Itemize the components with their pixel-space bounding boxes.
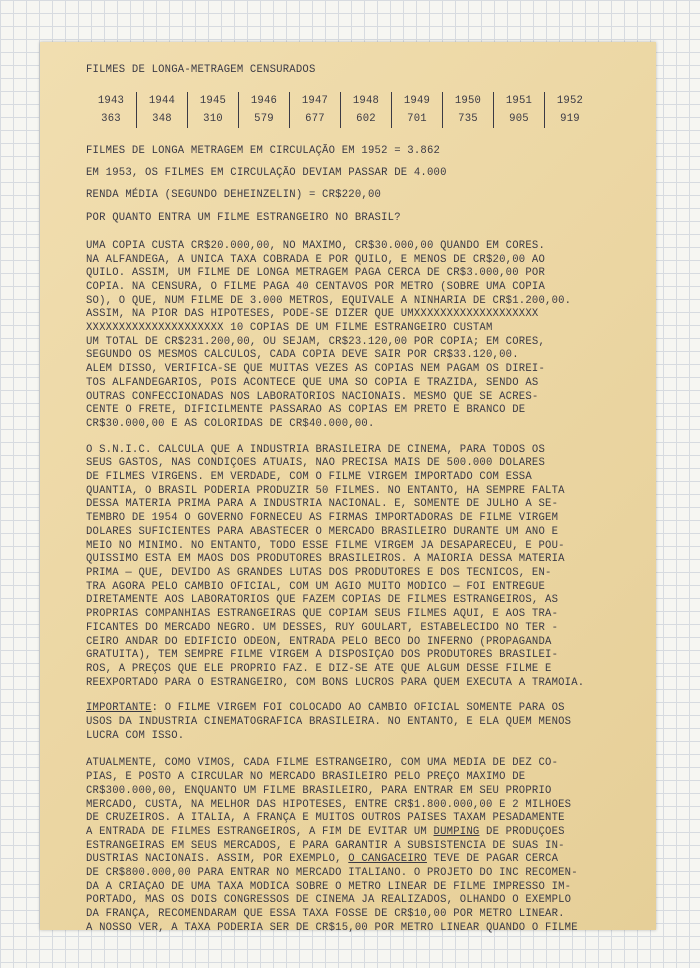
year-column [341, 92, 392, 128]
films-censored-count: 602 [356, 112, 376, 125]
paragraph-foreign-copy-cost [86, 240, 636, 432]
text-line: DE CRUZEIROS. A ITÁLIA, A FRANÇA E MUITOS OUTROS PAÍSES TAXAM PESADAMENTE [86, 812, 565, 825]
paragraph-foreign-taxation [86, 757, 636, 935]
text-line: FICANTES DO MERCADO NEGRO. UM DÊSSES, RUY GOULART, ESTABELECIDO NO TER - [86, 621, 559, 634]
text-line: UM TOTAL DE CR$231.200,00, OU SEJAM, CR$23.120,00 POR CÓPIA; EM CÔRES, [86, 335, 546, 348]
year-label: 1943 [97, 94, 125, 107]
text-line: TOS ALFANDEGÁRIOS, POIS ACONTECE QUE UMA SÓ CÓPIA É TRAZIDA, SENDO AS [86, 376, 539, 389]
text-line: PRÓPRIAS COMPANHIAS ESTRANGEIRAS QUE COPIAM SEUS FILMES AQUI, E AOS TRA- [86, 608, 559, 621]
dumping-word: DUMPING [433, 825, 480, 838]
films-censored-count: 363 [101, 112, 121, 125]
text-line: DA A CRIAÇÃO DE UMA TAXA MÓDICA SÔBRE O METRO LINEAR DE FILME IMPRESSO IM- [86, 880, 572, 893]
text-line: DA FRANÇA, RECOMENDARAM QUE ESSA TAXA FÔSSE DE CR$10,00 POR METRO LINEAR. [86, 908, 565, 921]
text-line: PORTADO, MAS OS DOIS CONGRESSOS DE CINEMA JÁ REALIZADOS, OLHANDO O EXEMPLO [86, 894, 572, 907]
question-heading: POR QUANTO ENTRA UM FILME ESTRANGEIRO NO BRASIL? [86, 212, 401, 225]
text-line: TRA AGORA PELO CÂMBIO OFICIAL, COM UM ÁGIO MUITO MÓDICO — FOI ENTREGUE [86, 580, 546, 593]
year-label: 1952 [556, 94, 584, 107]
text-line: TEMBRO DE 1954 O GOVÊRNO FORNECEU ÀS FIRMAS IMPORTADORAS DE FILME VIRGEM [86, 512, 559, 525]
typewritten-page [40, 42, 656, 934]
year-label: 1945 [199, 94, 227, 107]
year-column [545, 92, 595, 128]
text-line: ASSIM, NA PIOR DAS HIPÓTESES, PODE-SE DIZER QUE UMXXXXXXXXXXXXXXXXXXX [86, 308, 539, 321]
text-line: DÓLARES SUFICIENTES PARA ABASTECER O MERCADO BRASILEIRO DURANTE UM ANO E [86, 525, 559, 538]
important-label: IMPORTANTE [86, 702, 152, 715]
films-censored-count: 905 [509, 112, 529, 125]
year-label: 1951 [505, 94, 533, 107]
text-line: CEIRO ANDAR DO EDIFÍCIO ODEON, ENTRADA PELO BÊCO DO INFERNO (PROPAGANDA [86, 635, 552, 648]
films-censored-count: 919 [560, 112, 580, 125]
cangaceiro-line-start: DÚSTRIAS NACIONAIS. ASSIM, POR EXEMPLO, [86, 853, 349, 866]
year-label: 1944 [148, 94, 176, 107]
text-line: O S.N.I.C. CALCULA QUE A INDÚSTRIA BRASILEIRA DE CINEMA, PARA TODOS OS [86, 443, 546, 456]
text-line: CENTE O FRETE, DIFICILMENTE PASSARÃO AS CÓPIAS EM PRETO E BRANCO DE [86, 404, 526, 417]
text-line: PIAS, É PÔSTO A CIRCULAR NO MERCADO BRASILEIRO PELO PREÇO MÁXIMO DE [86, 771, 526, 784]
year-column [188, 92, 239, 128]
text-line: CR$30.000,00 E AS COLORIDAS DE CR$40.000,00. [86, 417, 375, 430]
text-line: CÓPIA. NA CENSURA, O FILME PAGA 40 CENTAVOS POR METRO (SÔBRE UMA CÓPIA [86, 280, 546, 293]
text-line: DIRETAMENTE AOS LABORATÓRIOS QUE FAZEM CÓPIAS DE FILMES ESTRANGEIROS, ÀS [86, 594, 559, 607]
paragraph-snic-raw-film [86, 444, 636, 691]
films-censored-count: 701 [407, 112, 427, 125]
films-censored-count: 677 [305, 112, 325, 125]
important-continuation [86, 716, 636, 743]
text-line: REEXPORTADO PARA O ESTRANGEIRO, COM BONS LUCROS PARA QUEM EXECUTA A TRAMOIA. [86, 676, 585, 689]
paragraph-important-note [86, 702, 636, 743]
text-line: OUTRAS CONFECCIONADAS NOS LABORATÓRIOS NACIONAIS. MESMO QUE SE ACRES- [86, 390, 539, 403]
dumping-line-end: DE PRODUÇÕES [479, 825, 565, 838]
text-line: QUANTIA, O BRASIL PODERIA PRODUZIR 50 FILMES. NO ENTANTO, HÁ SEMPRE FALTA [86, 484, 565, 497]
text-line: ESTRANGEIRAS EM SEUS MERCADOS, E PARA GARANTIR A SUBSISTÊNCIA DE SUAS IN- [86, 839, 565, 852]
text-line: UMA CÓPIA CUSTA CR$20.000,00, NO MÁXIMO, CR$30.000,00 QUANDO EM CÔRES. [86, 239, 546, 252]
text-line: DESSA MATÉRIA PRIMA PARA A INDÚSTRIA NACIONAL. E, SÔMENTE DE JULHO A SE- [86, 498, 559, 511]
cangaceiro-title: O CANGACEIRO [348, 853, 427, 866]
films-censored-count: 579 [254, 112, 274, 125]
year-column [239, 92, 290, 128]
text-line: MERCADO, CUSTA, NA MELHOR DAS HIPÓTESES, ENTRE CR$1.800.000,00 E 2 MILHÕES [86, 798, 572, 811]
year-column [86, 92, 137, 128]
average-income-line: RENDA MÉDIA (SEGUNDO DEHEINZELIN) = CR$220,00 [86, 189, 382, 202]
year-label: 1949 [403, 94, 431, 107]
films-censored-count: 310 [203, 112, 223, 125]
taxation-lines-c [86, 867, 636, 936]
text-line: DE FILMES VIRGENS. EM VERDADE, COM O FILME VIRGEM IMPORTADO COM ESSA [86, 471, 532, 484]
films-censored-count: 735 [458, 112, 478, 125]
text-line: ROS, A PREÇOS QUE ÊLE PRÓPRIO FAZ. E DIZ-SE ATÉ QUE ALGUM DÊSSE FILME É [86, 662, 552, 675]
text-line: CR$300.000,00, ENQUANTO UM FILME BRASILEIRO, PARA ENTRAR EM SEU PRÓPRIO [86, 784, 552, 797]
year-column [290, 92, 341, 128]
dumping-line-start: A ENTRADA DE FILMES ESTRANGEIROS, A FIM DE EVITAR UM [86, 825, 434, 838]
year-column [494, 92, 545, 128]
year-column [392, 92, 443, 128]
year-column [443, 92, 494, 128]
text-line: SÓ), O QUE, NUM FILME DE 3.000 METROS, EQUIVALE À NINHARIA DE CR$1.200,00. [86, 294, 572, 307]
text-line: USOS DA INDÚSTRIA CINEMATOGRÁFICA BRASILEIRA. NO ENTANTO, É ELA QUEM MENOS [86, 716, 572, 729]
year-label: 1948 [352, 94, 380, 107]
page-title: FILMES DE LONGA-METRAGEM CENSURADOS [86, 64, 316, 76]
taxation-lines-a [86, 757, 636, 826]
films-censored-count: 348 [152, 112, 172, 125]
text-line: XXXXXXXXXXXXXXXXXXXXX 10 CÓPIAS DE UM FILME ESTRANGEIRO CUSTAM [86, 322, 493, 335]
text-line: GRATUITA), TEM SEMPRE FILME VIRGEM À DISPOSIÇÃO DOS PRODUTORES BRASILEI- [86, 649, 559, 662]
films-in-circulation-1952: FILMES DE LONGA METRAGEM EM CIRCULAÇÃO EM 1952 = 3.862 [86, 144, 441, 157]
text-line: PRIMA — QUE, DEVIDO ÀS GRANDES LUTAS DOS PRODUTORES E DOS TÉCNICOS, EN- [86, 566, 552, 579]
year-label: 1947 [301, 94, 329, 107]
text-line: SEGUNDO OS MESMOS CÁLCULOS, CADA CÓPIA DEVE SAIR POR CR$33.120,00. [86, 349, 519, 362]
text-line: MEIO NO MÍNIMO. NO ENTANTO, TODO ÊSSE FILME VIRGEM JÁ DESAPARECEU, E POU- [86, 539, 565, 552]
text-line: A NOSSO VER, A TAXA PODERIA SER DE CR$15,00 POR METRO LINEAR QUANDO O FILME [86, 921, 578, 934]
year-label: 1946 [250, 94, 278, 107]
year-column [137, 92, 188, 128]
cangaceiro-line-end: TEVE DE PAGAR CÊRCA [426, 853, 559, 866]
films-in-circulation-1953: EM 1953, OS FILMES EM CIRCULAÇÃO DEVIAM PASSAR DE 4.000 [86, 166, 447, 179]
taxation-lines-b [86, 840, 636, 854]
year-label: 1950 [454, 94, 482, 107]
text-line: SEUS GASTOS, NAS CONDIÇÕES ATUAIS, NÃO PRECISA MAIS DE 500.000 DÓLARES [86, 457, 546, 470]
text-line: DE CR$800.000,00 PARA ENTRAR NO MERCADO ITALIANO. O PROJETO DO INC RECOMEN- [86, 867, 578, 880]
text-line: NA ALFÂNDEGA, A ÚNICA TAXA COBRADA É POR QUILO, E MENOS DE CR$20,00 AO [86, 253, 546, 266]
important-text: : O FILME VIRGEM FOI COLOCADO AO CÂMBIO OFICIAL SÔMENTE PARA OS [151, 702, 565, 715]
text-line: ALÉM DISSO, VERIFICA-SE QUE MUITAS VÊZES AS CÓPIAS NEM PAGAM OS DIREI- [86, 363, 546, 376]
text-line: QUÍSSIMO ESTÁ EM MÃOS DOS PRODUTORES BRASILEIROS. A MAIORIA DESSA MATÉRIA [86, 553, 565, 566]
text-line: LUCRA COM ISSO. [86, 729, 185, 742]
text-line: ATUALMENTE, COMO VIMOS, CADA FILME ESTRANGEIRO, COM UMA MÉDIA DE DEZ CÓ- [86, 757, 559, 770]
text-line: QUILO. ASSIM, UM FILME DE LONGA METRAGEM PAGA CÊRCA DE CR$3.000,00 POR [86, 267, 546, 280]
censored-films-by-year-table [86, 92, 636, 128]
